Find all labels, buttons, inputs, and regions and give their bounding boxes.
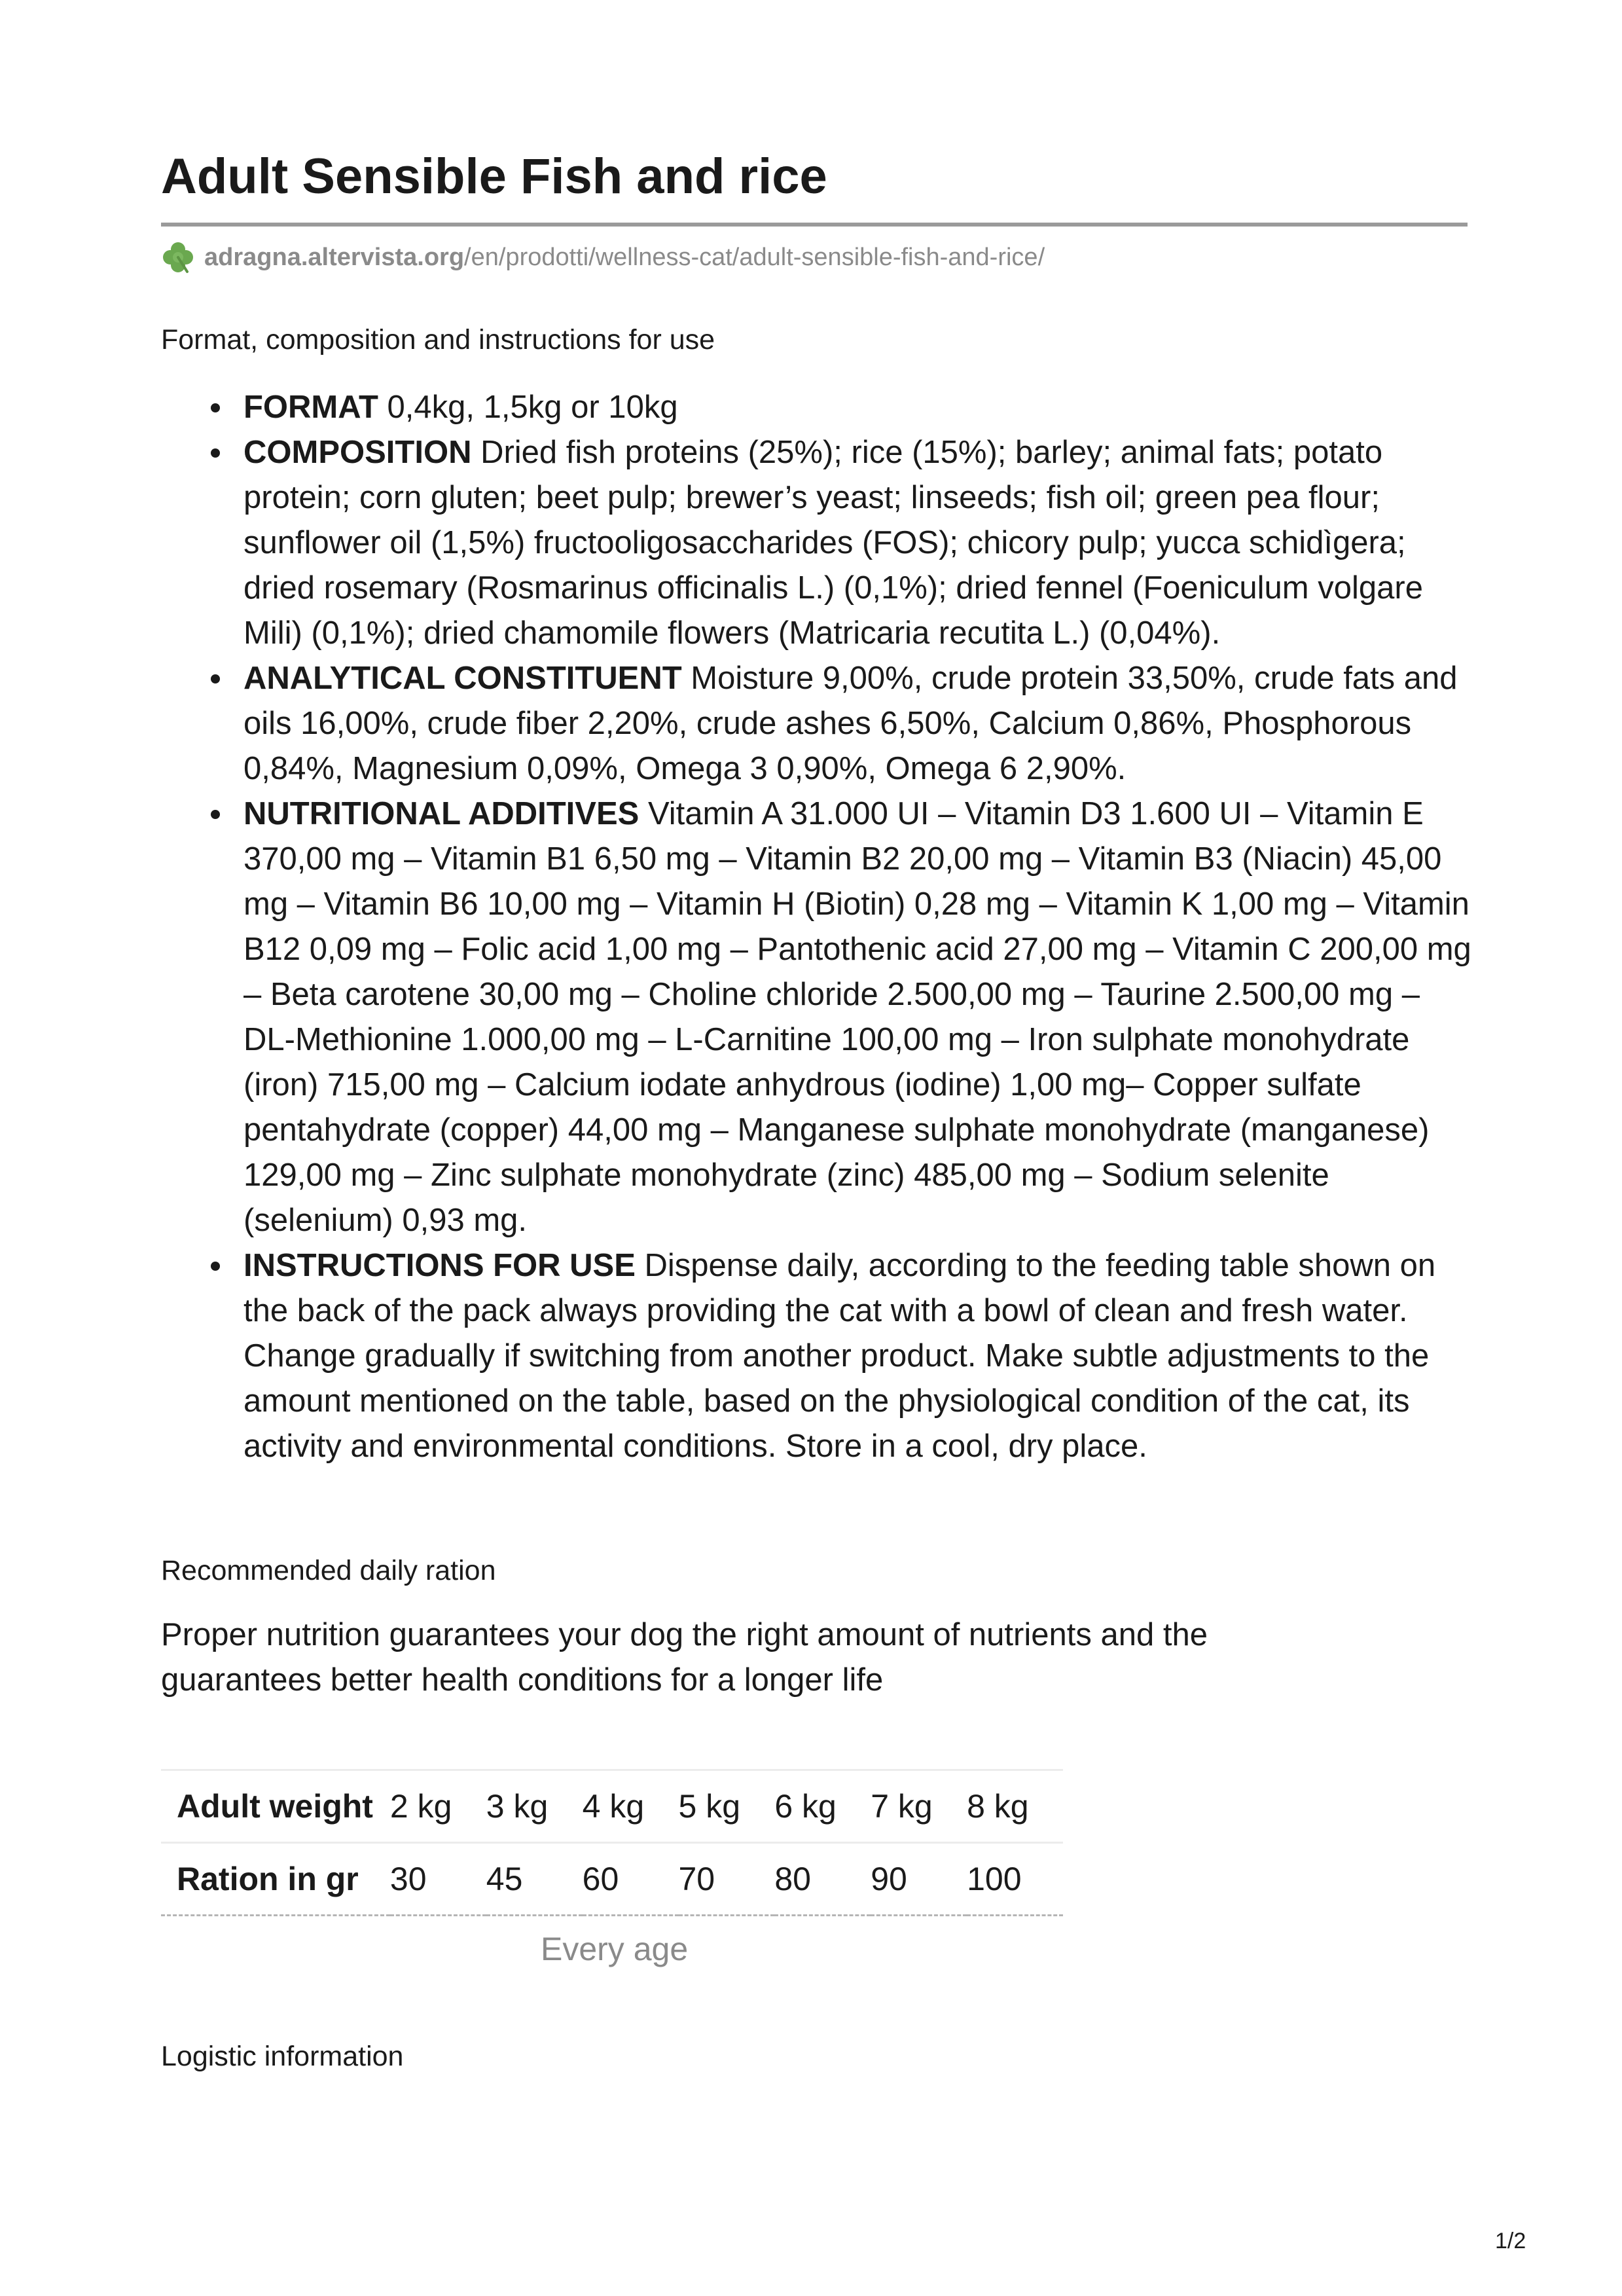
spec-list	[161, 385, 1477, 1469]
spec-text: Vitamin A 31.000 UI – Vitamin D3 1.600 UI – Vitamin E 370,00 mg – Vitamin B1 6,50 mg – Vitamin B2 20,00 mg – Vitamin B3 (Niacin) 45,00 mg – Vitamin B6 10,00 mg – Vitamin H (Biotin) 0,28 mg – Vitamin K 1,00 mg – Vitamin B12 0,09 mg – Folic acid 1,00 mg – Pantothenic acid 27,00 mg – Vitamin C 200,00 mg – Beta carotene 30,00 mg – Choline chloride 2.500,00 mg – Taurine 2.500,00 mg – DL-Methionine 1.000,00 mg – L-Carnitine 100,00 mg – Iron sulphate monohydrate (iron) 715,00 mg – Calcium iodate anhydrous (iodine) 1,00 mg– Copper sulfate pentahydrate (copper) 44,00 mg – Manganese sulphate monohydrate (manganese) 129,00 mg – Zinc sulphate monohydrate (zinc) 485,00 mg – Sodium selenite (selenium) 0,93 mg.	[243, 796, 1471, 1238]
table-row-weight	[161, 1770, 1063, 1843]
weight-cell: 5 kg	[679, 1770, 775, 1843]
spec-text: 0,4kg, 1,5kg or 10kg	[378, 390, 678, 425]
ration-table	[161, 1769, 1063, 1916]
spec-heading: FORMAT	[243, 390, 378, 425]
page-title: Adult Sensible Fish and rice	[161, 149, 827, 204]
title-divider	[161, 223, 1468, 227]
spec-text: Moisture 9,00%, crude protein 33,50%, crude fats and oils 16,00%, crude fiber 2,20%, crude ashes 6,50%, Calcium 0,86%, Phosphorous 0,84%, Magnesium 0,09%, Omega 3 0,90%, Omega 6 2,90%.	[243, 661, 1458, 786]
spec-item-composition	[161, 430, 1477, 656]
spec-item-nutritional-additives	[161, 792, 1477, 1243]
weight-cell: 4 kg	[583, 1770, 679, 1843]
spec-heading: INSTRUCTIONS FOR USE	[243, 1248, 636, 1283]
source-url[interactable]	[161, 240, 1045, 275]
ration-cell: 60	[583, 1843, 679, 1916]
ration-cell: 90	[871, 1843, 967, 1916]
table-caption: Every age	[541, 1931, 689, 1967]
weight-cell: 6 kg	[774, 1770, 871, 1843]
ration-cell: 100	[967, 1843, 1063, 1916]
row-header-weight: Adult weight	[161, 1770, 390, 1843]
section-label-logistic: Logistic information	[161, 2041, 404, 2072]
section-label-format: Format, composition and instructions for use	[161, 324, 715, 355]
weight-cell: 7 kg	[871, 1770, 967, 1843]
page-number: 1/2	[1495, 2229, 1526, 2253]
spec-heading: NUTRITIONAL ADDITIVES	[243, 796, 640, 831]
spec-item-analytical-constituent	[161, 656, 1477, 792]
weight-cell: 2 kg	[390, 1770, 486, 1843]
ration-cell: 45	[486, 1843, 583, 1916]
ration-cell: 30	[390, 1843, 486, 1916]
ration-cell: 80	[774, 1843, 871, 1916]
weight-cell: 8 kg	[967, 1770, 1063, 1843]
source-domain: adragna.altervista.org	[204, 243, 465, 271]
weight-cell: 3 kg	[486, 1770, 583, 1843]
row-header-ration: Ration in gr	[161, 1843, 390, 1916]
ration-intro: Proper nutrition guarantees your dog the right amount of nutrients and the guarantees better health conditions for a longer life	[161, 1617, 1208, 1698]
spec-heading: ANALYTICAL CONSTITUENT	[243, 661, 682, 696]
spec-text: Dispense daily, according to the feeding table shown on the back of the pack always providing the cat with a bowl of clean and fresh water. Change gradually if switching from another product. Make subtle adjustments to the amount mentioned on the table, based on the physiological condition of the cat, its activity and environmental conditions. Store in a cool, dry place.	[243, 1248, 1436, 1464]
spec-text: Dried fish proteins (25%); rice (15%); barley; animal fats; potato protein; corn gluten; beet pulp; brewer’s yeast; linseeds; fish oil; green pea flour; sunflower oil (1,5%) fructooligosaccharides (FOS); chicory pulp; yucca schidìgera; dried rosemary (Rosmarinus officinalis L.) (0,1%); dried fennel (Foeniculum volgare Mili) (0,1%); dried chamomile flowers (Matricaria recutita L.) (0,04%).	[243, 435, 1423, 651]
section-label-ration: Recommended daily ration	[161, 1555, 496, 1586]
clover-icon	[161, 240, 195, 274]
spec-item-format	[161, 385, 1477, 430]
ration-cell: 70	[679, 1843, 775, 1916]
spec-heading: COMPOSITION	[243, 435, 472, 470]
spec-item-instructions-for-use	[161, 1243, 1477, 1469]
source-path: /en/prodotti/wellness-cat/adult-sensible-fish-and-rice/	[464, 243, 1045, 271]
table-row-ration	[161, 1843, 1063, 1916]
